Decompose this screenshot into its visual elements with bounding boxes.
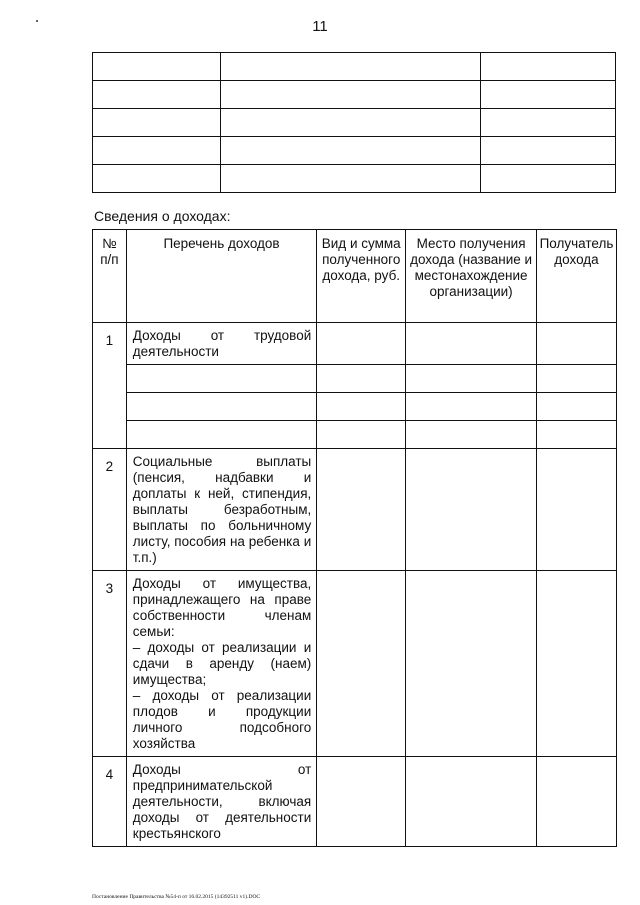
table-row [93,137,616,165]
column-header-amount: Вид и сумма полученного дохода, руб. [317,230,406,323]
table-cell [406,323,537,365]
table-cell [317,323,406,365]
table-row [93,365,617,393]
income-type: Доходы от предпринимательской деятельности, включая доходы от деятельности крестьянского [126,757,316,847]
table-row [93,323,617,365]
table-cell [93,109,221,137]
table-cell [536,365,616,393]
table-cell [220,165,481,193]
income-type: Доходы от имущества, принадлежащего на праве собственности членам семьи: – доходы от реализации и сдачи в аренду (наем) имущества; – доходы от реализации плодов и продукции личного подсобного хозяйства [126,571,316,757]
table-cell [406,571,537,757]
table-row [93,421,617,449]
table-cell [536,449,616,571]
table-cell [317,365,406,393]
table-cell [481,81,616,109]
table-row [93,449,617,571]
section-caption: Сведения о доходах: [94,208,231,224]
table-cell [126,393,316,421]
table-cell [481,109,616,137]
table-cell [317,421,406,449]
table-cell [93,165,221,193]
table-cell [536,571,616,757]
row-number: 2 [93,449,127,571]
table-cell [93,53,221,81]
income-table [92,229,617,847]
row-number: 3 [93,571,127,757]
table-cell [536,757,616,847]
table-cell [406,757,537,847]
table-cell [93,137,221,165]
table-cell [317,393,406,421]
row-number: 1 [93,323,127,449]
row-number: 4 [93,757,127,847]
table-cell [126,421,316,449]
table-row [93,757,617,847]
table-row [93,165,616,193]
table-cell [93,81,221,109]
column-header-income-list: Перечень доходов [126,230,316,323]
table-cell [406,365,537,393]
table-cell [536,393,616,421]
table-cell [317,571,406,757]
table-cell [317,757,406,847]
page-number: 11 [312,18,328,35]
continued-table [92,52,616,193]
table-row [93,53,616,81]
table-row [93,81,616,109]
table-cell [220,109,481,137]
table-cell [220,81,481,109]
table-row [93,109,616,137]
document-footer: Постановление Правительства №54-п от 16.02.2015 (14392511 v1).DOC [92,894,261,900]
table-row [93,571,617,757]
table-cell [481,165,616,193]
table-cell [536,421,616,449]
table-row [93,393,617,421]
income-type: Доходы от трудовой деятельности [126,323,316,365]
header-row [93,230,617,323]
column-header-recipient: Получатель дохода [536,230,616,323]
table-cell [220,53,481,81]
table-cell [406,449,537,571]
table-cell [481,53,616,81]
scan-speck [36,20,38,22]
income-type: Социальные выплаты (пенсия, надбавки и доплаты к ней, стипендия, выплаты безработным, выплаты по больничному листу, пособия на ребенка и т.п.) [126,449,316,571]
table-cell [220,137,481,165]
table-cell [406,421,537,449]
table-cell [126,365,316,393]
column-header-number: № п/п [93,230,127,323]
table-cell [406,393,537,421]
table-cell [536,323,616,365]
table-cell [481,137,616,165]
column-header-source: Место получения дохода (название и местонахождение организации) [406,230,537,323]
table-cell [317,449,406,571]
